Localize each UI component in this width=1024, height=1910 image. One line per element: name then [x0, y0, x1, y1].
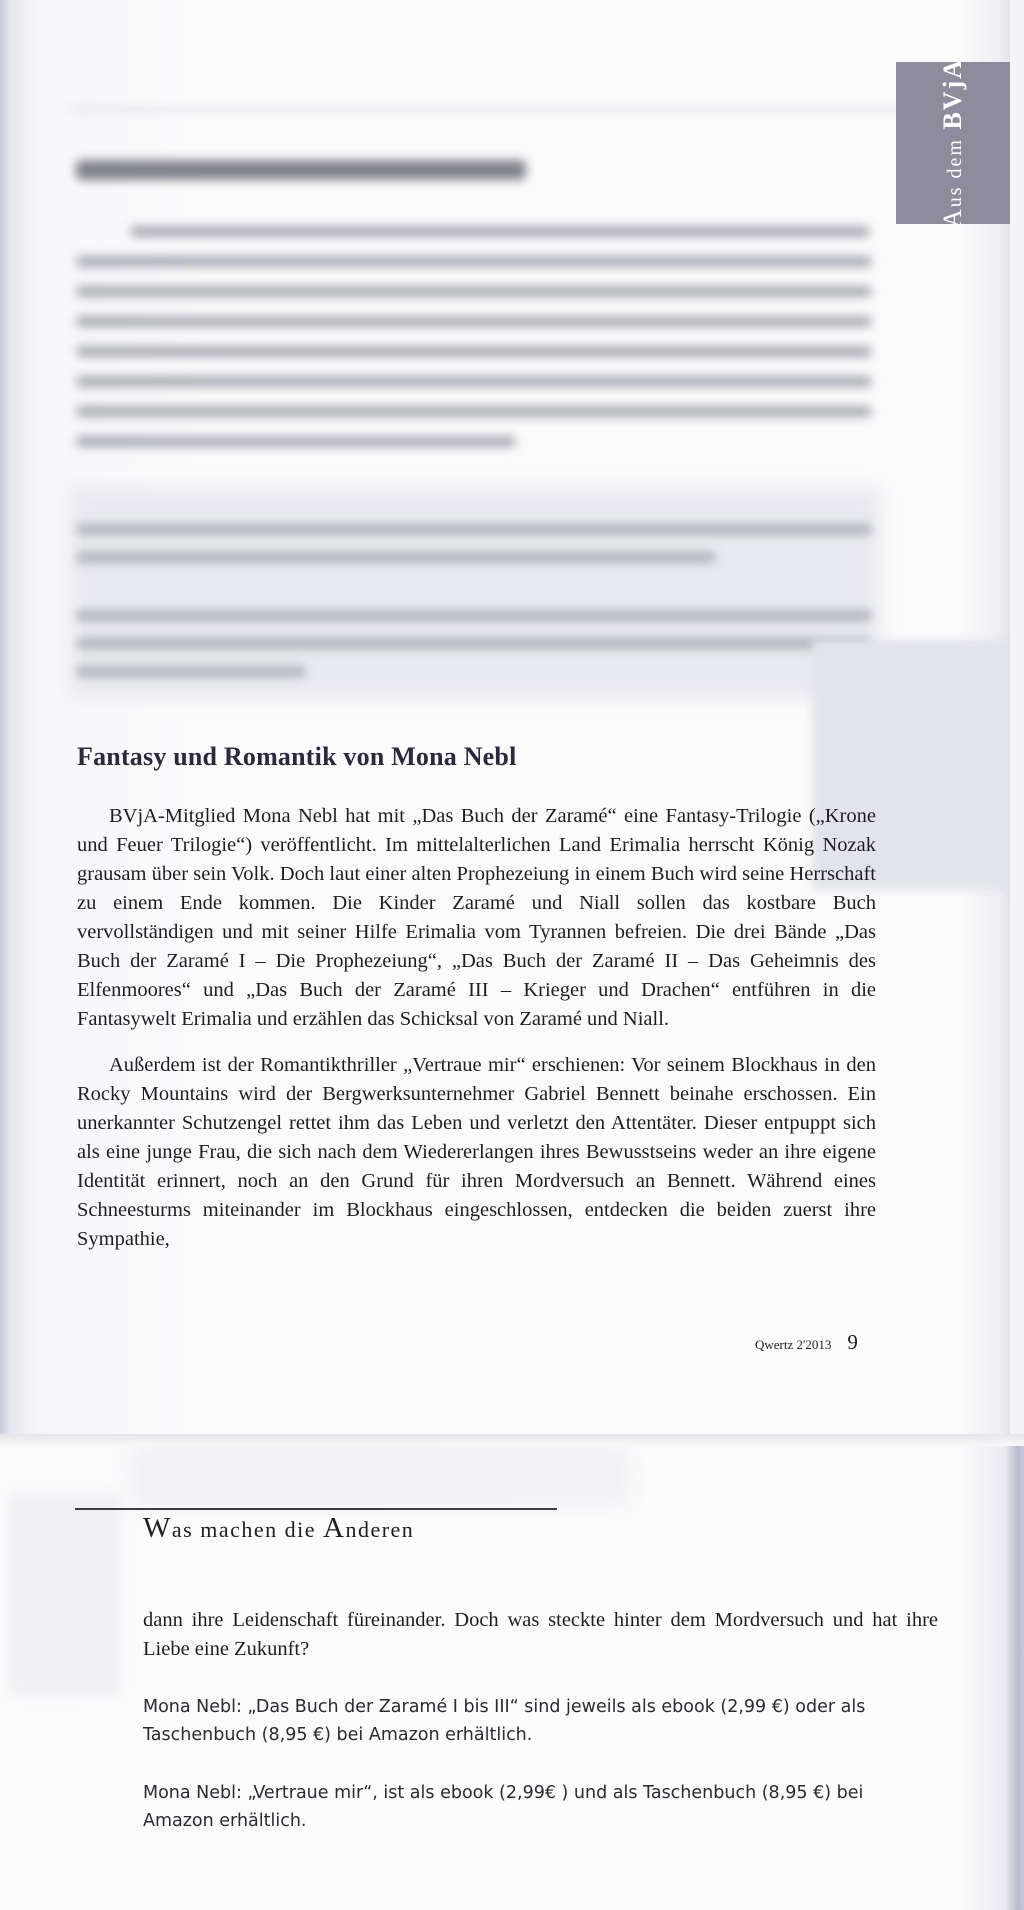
availability-note: [143, 1779, 923, 1835]
page-number: 9: [847, 1330, 858, 1354]
blurred-top-area: [130, 1446, 630, 1506]
running-head: Was machen die Anderen: [143, 1512, 415, 1544]
running-head-rule: [75, 1508, 557, 1510]
availability-text: Mona Nebl: „Das Buch der Zaramé I bis III“ sind jeweils als ebook (2,99 €) oder als Taschenbuch (8,95 €) bei Amazon erhältlich.: [143, 1697, 866, 1745]
section-tab-label: Aus dem BVjA: [938, 57, 967, 229]
article-paragraph: Außerdem ist der Romantikthriller „Vertraue mir“ erschienen: Vor seinem Blockhaus in den Rocky Mountains wird der Bergwerksunternehmer Gabriel Bennett beinahe erschossen. Ein unerkannter Schutzengel rettet ihm das Leben und verletzt den Attentäter. Dieser entpuppt sich als eine junge Frau, die sich nach dem Wiedererlangen ihres Bewusstseins weder an ihre eigene Identität erinnert, noch an den Grund für ihren Mordversuch an Bennett. Während eines Schneesturms miteinander im Blockhaus eingeschlossen, entdecken die beiden zuerst ihre Sympathie,: [77, 1054, 876, 1250]
page-footer: [755, 1330, 858, 1355]
blurred-header-rule: [70, 108, 900, 110]
blurred-section-heading: [76, 160, 526, 180]
blurred-side-box: [10, 1494, 120, 1694]
page-gap: [0, 1434, 1024, 1446]
availability-text: Mona Nebl: „Vertraue mir“, ist als ebook (2,99€ ) und als Taschenbuch (8,95 €) bei Amazon erhältlich.: [143, 1783, 864, 1831]
issue-label: Qwertz 2'2013: [755, 1337, 832, 1352]
magazine-page-10: [0, 1446, 1024, 1910]
continuation-paragraph: dann ihre Leidenschaft füreinander. Doch was steckte hinter dem Mordversuch und hat ihre Liebe eine Zukunft?: [143, 1609, 938, 1660]
article-paragraph: BVjA-Mitglied Mona Nebl hat mit „Das Buch der Zaramé“ eine Fantasy-Trilogie („Krone und Feuer Trilogie“) veröffentlicht. Im mittelalterlichen Land Erimalia herrscht König Nozak grausam über sein Volk. Doch laut einer alten Prophezeiung in einem Buch wird seine Herrschaft zu einem Ende kommen. Die Kinder Zaramé und Niall sollen das kostbare Buch vervollständigen und mit seiner Hilfe Erimalia vom Tyrannen befreien. Die drei Bände „Das Buch der Zaramé I – Die Prophezeiung“, „Das Buch der Zaramé II – Das Geheimnis des Elfenmoores“ und „Das Buch der Zaramé III – Krieger und Drachen“ entführen in die Fantasywelt Erimalia und erzählen das Schicksal von Zaramé und Niall.: [77, 805, 876, 1030]
article-continuation: [143, 1606, 938, 1664]
availability-note: [143, 1693, 923, 1749]
article-title: Fantasy und Romantik von Mona Nebl: [77, 742, 517, 771]
article-body: [77, 802, 876, 1254]
